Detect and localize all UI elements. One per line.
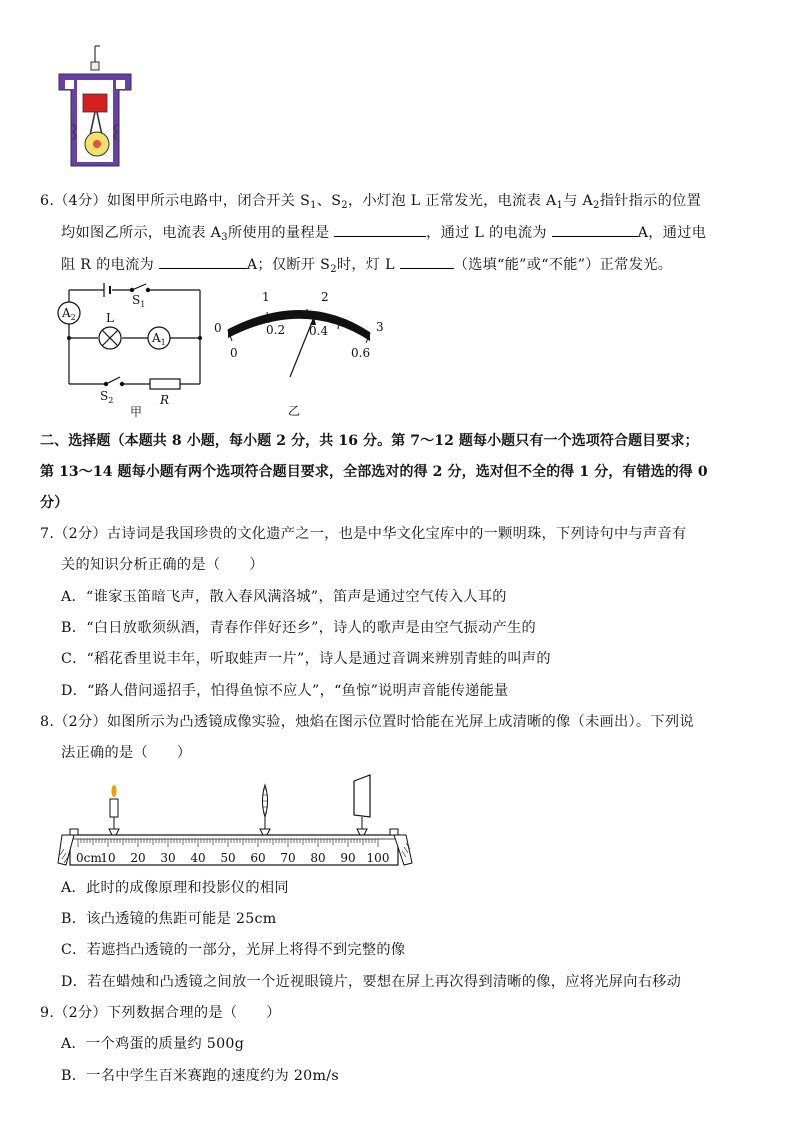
engine-figure	[55, 44, 135, 170]
q8-stem-1: 8.（2分）如图所示为凸透镜成像实验，烛焰在图示位置时恰能在光屏上成清晰的像（未画出）。下列说	[40, 714, 694, 730]
q6-line-1: 6.（4分）如图甲所示电路中，闭合开关 $S_1$、$S_2$，小灯泡 L 正常发光，电流表 $A_1$与 $A_2$指针指示的位置	[40, 193, 702, 211]
light-screen	[354, 775, 370, 817]
scale-top-3: 3	[376, 320, 384, 334]
bench-label: 90	[340, 851, 356, 865]
bench-label: 100	[366, 851, 390, 865]
section2-line-3: 分）	[40, 495, 69, 511]
bench-label: 10	[100, 851, 116, 865]
meter-caption: 乙	[288, 404, 301, 418]
scale-top-2: 2	[321, 290, 329, 304]
q7-stem-1: 7.（2分）古诗词是我国珍贵的文化遗产之一，也是中华文化宝库中的一颗明珠，下列诗句中与声音有	[40, 526, 687, 542]
circuit-diagram	[52, 280, 212, 420]
a2-label: $A_2$	[62, 306, 76, 322]
section2-line-1: 二、选择题（本题共 8 小题，每小题 2 分，共 16 分。第 7～12 题每小题只有一个选项符合题目要求；	[40, 433, 699, 449]
s1-label: $S_1$	[132, 293, 146, 309]
scale-top-1: 1	[262, 290, 270, 304]
q6-line-2: 均如图乙所示，电流表 $A_3$所使用的量程是 ，通过 L 的电流为 A，通过电	[61, 222, 706, 243]
bench-label: 60	[250, 851, 266, 865]
scale-bot-02: 0.2	[266, 323, 286, 337]
section2-line-2: 第 13～14 题每小题有两个选项符合题目要求，全部选对的得 2 分，选对但不全的得 1 分，有错选的得 0	[40, 464, 708, 480]
answer-blank-lamp[interactable]	[400, 254, 454, 269]
scale-bot-0: 0	[230, 346, 238, 360]
q8-option-b[interactable]: B．该凸透镜的焦距可能是 25cm	[61, 911, 277, 927]
bench-label: 30	[160, 851, 176, 865]
candle	[110, 799, 118, 817]
bench-label: 50	[220, 851, 236, 865]
q9-option-a[interactable]: A．一个鸡蛋的质量约 500g	[61, 1036, 245, 1052]
resistor-label: R	[160, 393, 170, 407]
answer-blank-range[interactable]	[334, 222, 426, 237]
bench-label: 70	[280, 851, 296, 865]
q9-stem: 9.（2分）下列数据合理的是（ ）	[40, 1005, 281, 1021]
q7-option-b[interactable]: B．“白日放歌须纵酒，青春作伴好还乡”，诗人的歌声是由空气振动产生的	[61, 620, 536, 636]
bench-label: 80	[310, 851, 326, 865]
q6-line-3: 阻 R 的电流为 A；仅断开 $S_2$时，灯 L （选填“能”或“不能”）正常发光。	[61, 254, 672, 275]
q7-option-c[interactable]: C．“稻花香里说丰年，听取蛙声一片”，诗人是通过音调来辨别青蛙的叫声的	[61, 651, 551, 667]
candle-flame	[112, 785, 117, 797]
bench-label: 20	[130, 851, 146, 865]
a1-label: $A_1$	[152, 331, 166, 347]
answer-blank-current-l[interactable]	[552, 222, 638, 237]
circuit-caption: 甲	[130, 405, 143, 419]
q7-option-a[interactable]: A．“谁家玉笛暗飞声，散入春风满洛城”，笛声是通过空气传入人耳的	[61, 589, 507, 605]
q8-option-c[interactable]: C．若遮挡凸透镜的一部分，光屏上将得不到完整的像	[61, 942, 406, 958]
scale-top-0: 0	[214, 321, 222, 335]
scale-bot-04: 0.4	[309, 324, 329, 338]
scale-bot-06: 0.6	[351, 346, 371, 360]
lamp-label: L	[106, 311, 114, 325]
q7-stem-2: 关的知识分析正确的是（ ）	[61, 557, 264, 573]
ammeter-dial	[210, 285, 390, 420]
q7-option-d[interactable]: D．“路人借问遥招手，怕得鱼惊不应人”，“鱼惊”说明声音能传递能量	[61, 683, 509, 699]
q8-option-a[interactable]: A．此时的成像原理和投影仪的相同	[61, 880, 289, 896]
q8-option-d[interactable]: D．若在蜡烛和凸透镜之间放一个近视眼镜片，要想在屏上再次得到清晰的像，应将光屏向右移动	[61, 974, 682, 990]
bench-label: 0cm	[76, 851, 102, 865]
s2-label: $S_2$	[100, 389, 114, 405]
bench-label: 40	[190, 851, 206, 865]
optical-bench-figure	[56, 765, 416, 871]
q9-option-b[interactable]: B．一名中学生百米赛跑的速度约为 20m/s	[61, 1068, 339, 1084]
answer-blank-current-r[interactable]	[159, 254, 247, 269]
q8-stem-2: 法正确的是（ ）	[61, 745, 192, 761]
